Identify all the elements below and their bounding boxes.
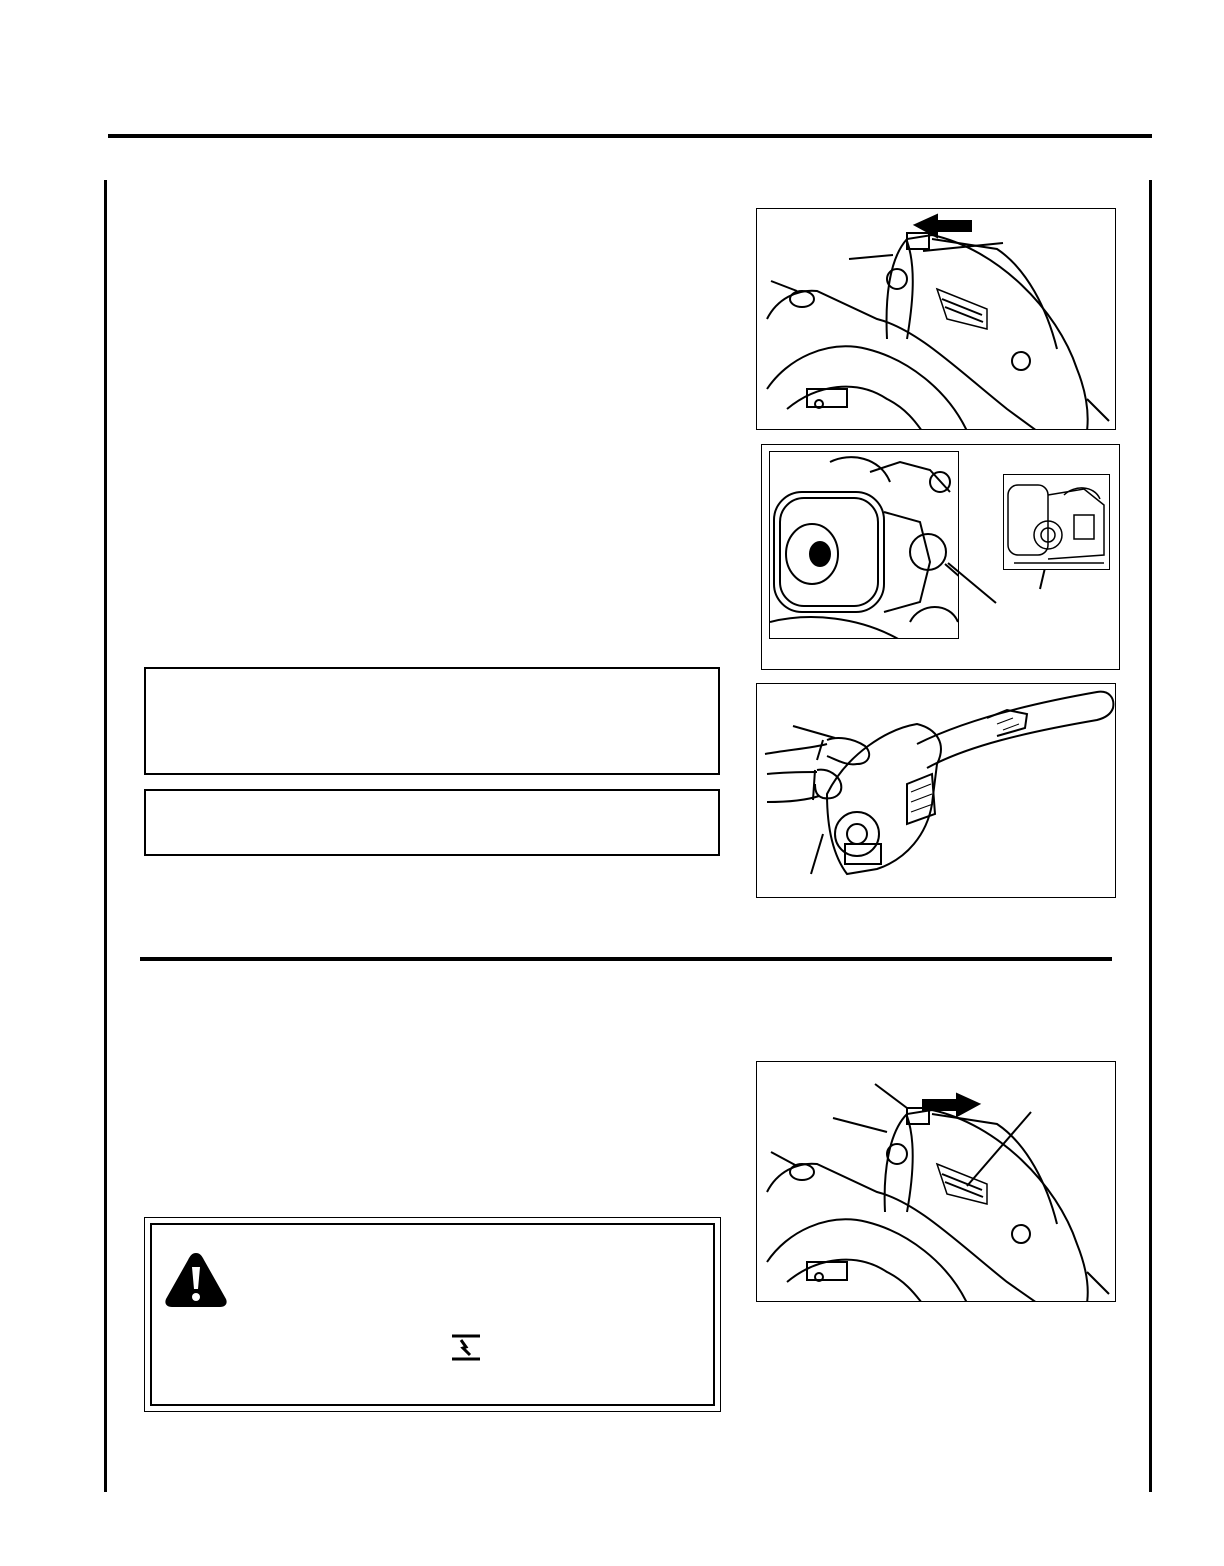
carburetor-illustration bbox=[1004, 475, 1110, 570]
stop-switch-symbol-icon bbox=[450, 1332, 482, 1362]
left-margin-bar bbox=[104, 180, 107, 1492]
figure-engine-purge-bulb bbox=[761, 444, 1120, 670]
figure-throttle-back bbox=[756, 1061, 1116, 1302]
blower-handle-illustration bbox=[757, 209, 1116, 430]
figure-operating-position bbox=[756, 683, 1116, 898]
blower-handle-illustration-2 bbox=[757, 1062, 1116, 1302]
top-rule bbox=[108, 134, 1152, 138]
blower-in-hands-illustration bbox=[757, 684, 1116, 898]
section-divider bbox=[140, 957, 1112, 961]
figure-throttle-forward bbox=[756, 208, 1116, 430]
notice-box-1 bbox=[144, 667, 720, 775]
warning-box bbox=[144, 1217, 721, 1412]
arrow-right-icon bbox=[923, 1094, 979, 1116]
carburetor-inset bbox=[1003, 474, 1110, 570]
right-margin-bar bbox=[1149, 180, 1152, 1492]
notice-box-2 bbox=[144, 789, 720, 856]
warning-box-inner bbox=[150, 1223, 715, 1406]
warning-triangle-icon bbox=[164, 1251, 228, 1309]
